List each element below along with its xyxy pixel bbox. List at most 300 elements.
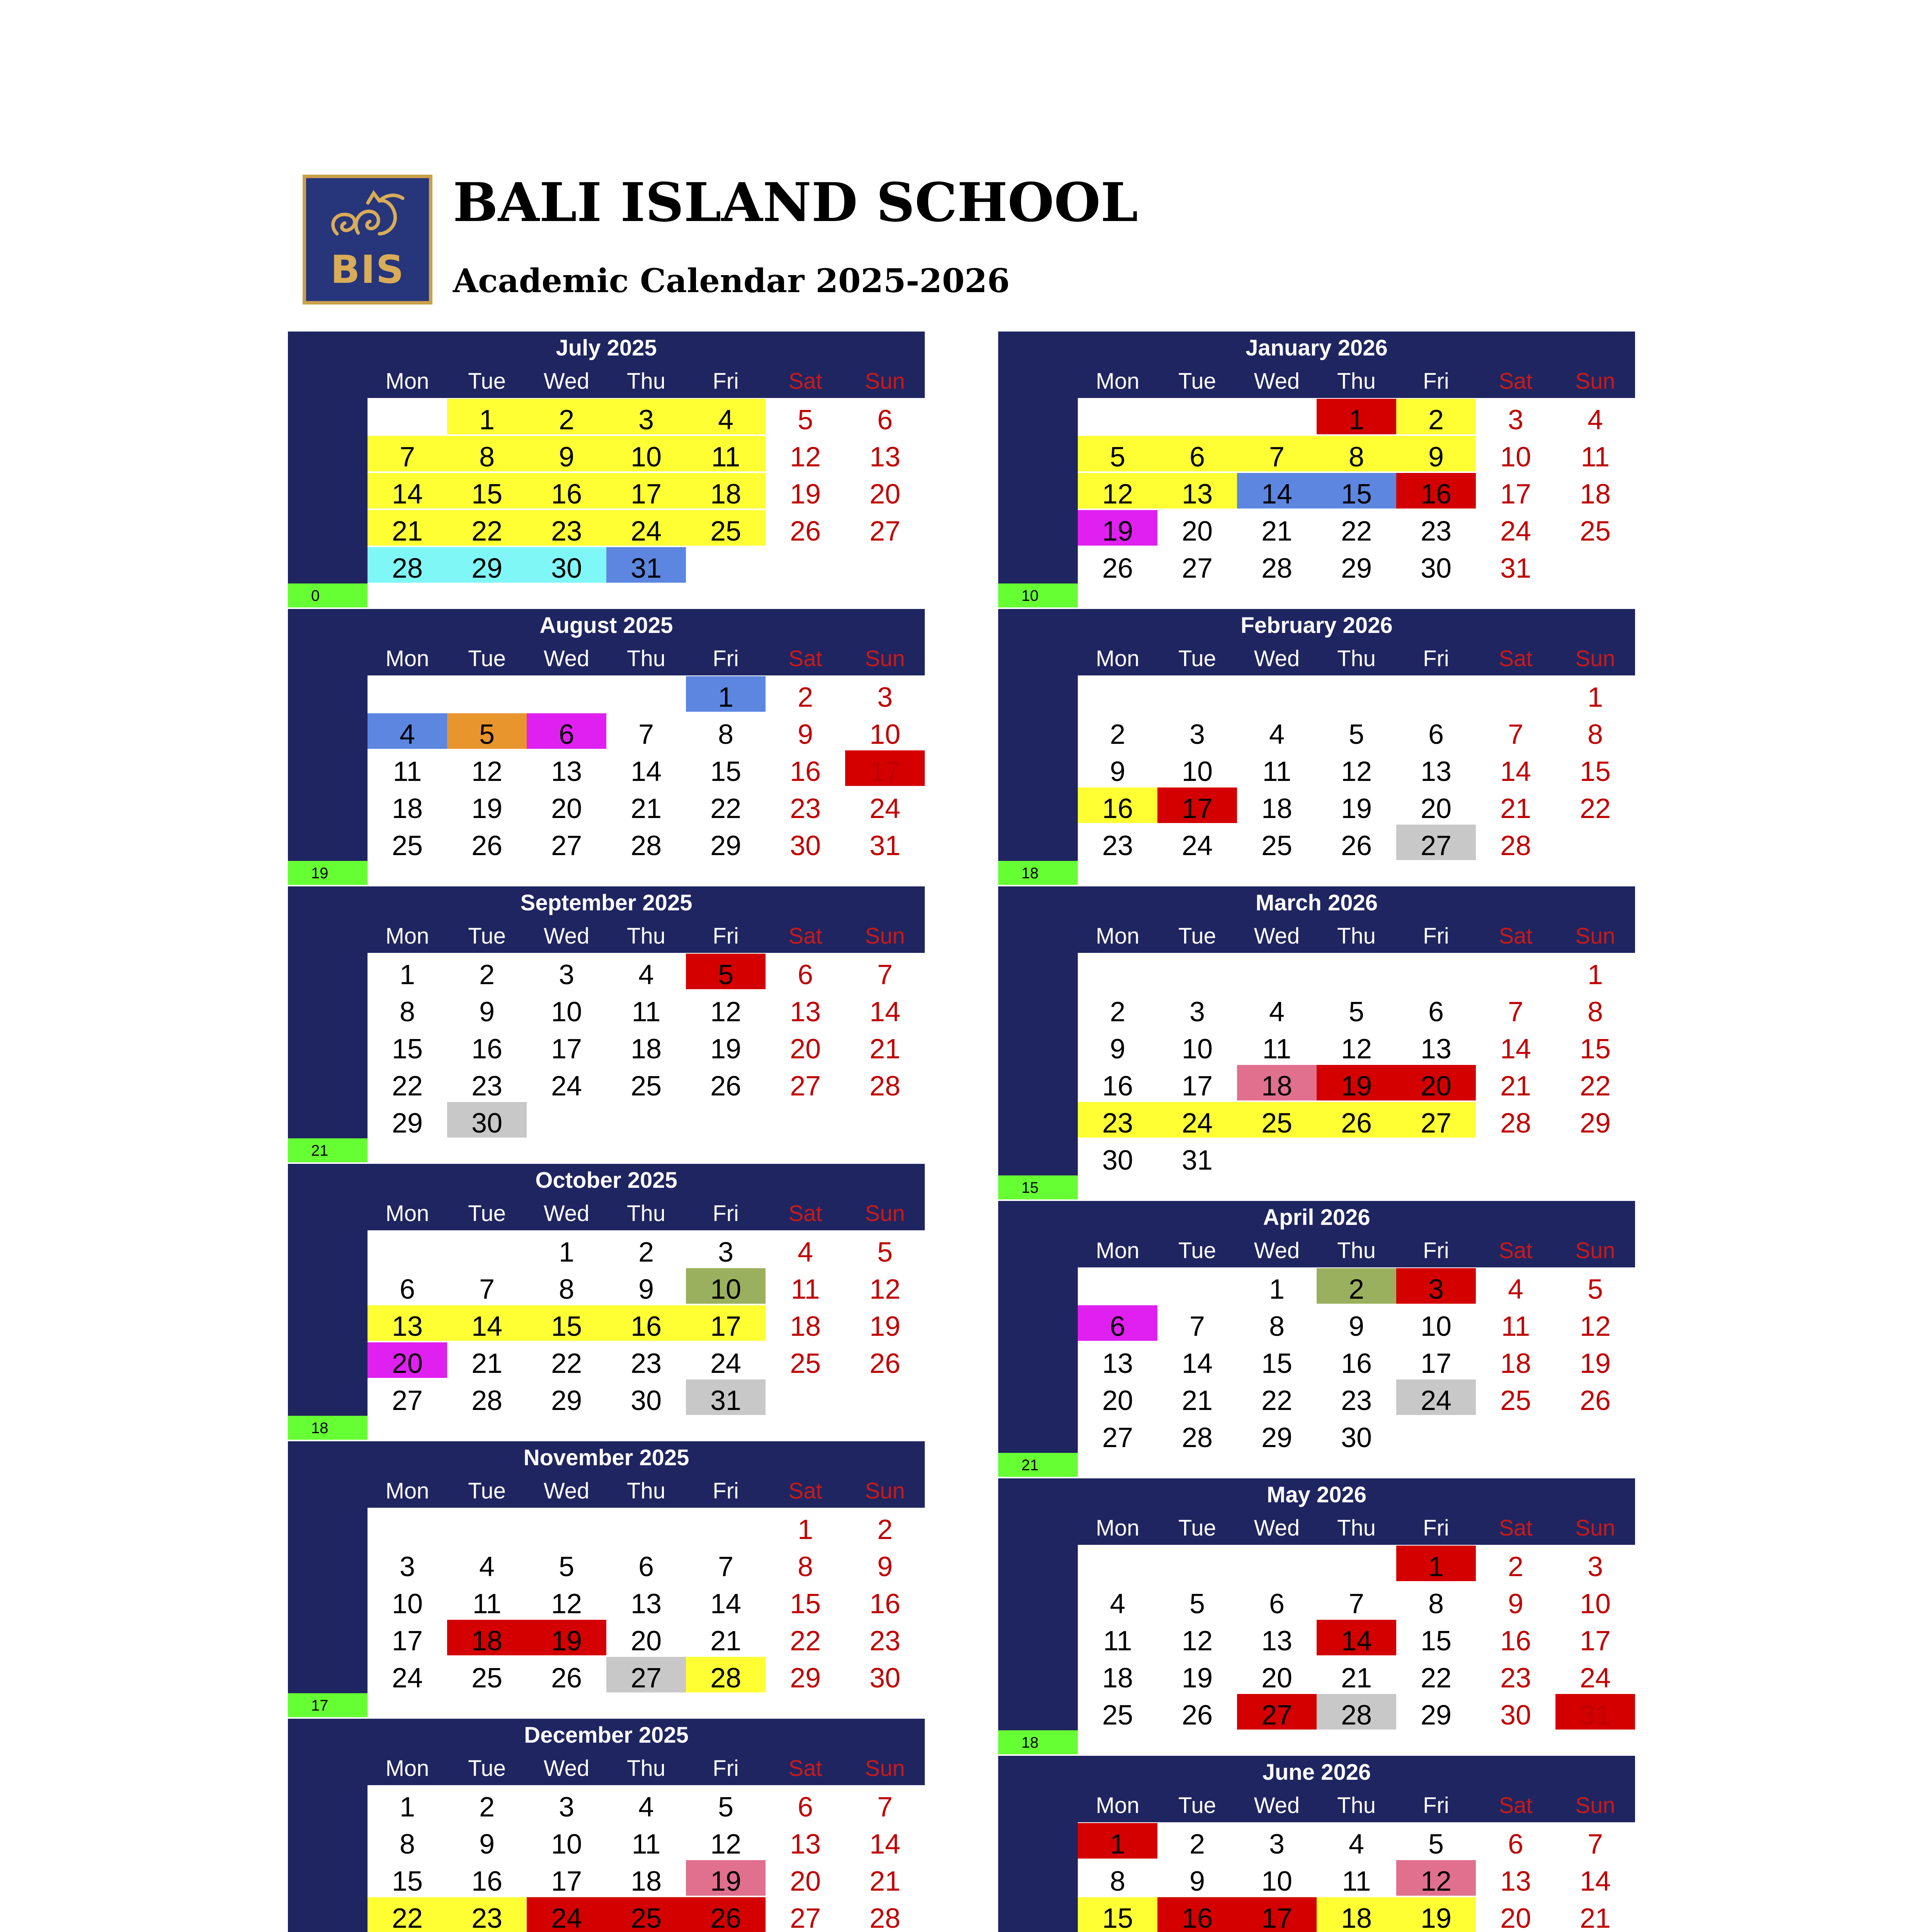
- calendar-day: 14: [1317, 1620, 1396, 1655]
- calendar-day: 20: [1420, 793, 1452, 824]
- weekday-header: Tue: [1178, 923, 1216, 949]
- weekday-header: Thu: [1337, 1515, 1376, 1541]
- calendar-day: 8: [1269, 1311, 1285, 1342]
- calendar-day: 28: [1500, 830, 1531, 861]
- weekday-header: Tue: [1178, 1238, 1216, 1263]
- calendar-day: 27: [790, 1071, 821, 1102]
- month-days-grid: [368, 1230, 925, 1416]
- calendar-day: 10: [606, 436, 686, 471]
- calendar-day: 11: [1581, 442, 1610, 473]
- calendar-day: 1: [797, 1514, 813, 1545]
- calendar-day: 29: [447, 547, 527, 583]
- calendar-day: 31: [1500, 553, 1531, 584]
- calendar-day: 8: [1587, 997, 1603, 1027]
- calendar-day: 2: [527, 399, 606, 434]
- calendar-day: 13: [1261, 1626, 1293, 1656]
- weekday-header: Thu: [627, 1201, 665, 1226]
- calendar-day: 28: [471, 1385, 503, 1416]
- calendar-day: 14: [1237, 473, 1317, 509]
- weekday-header: Wed: [543, 923, 590, 949]
- calendar-day: 20: [1102, 1385, 1133, 1416]
- calendar-day: 22: [790, 1626, 821, 1656]
- calendar-day: 5: [877, 1237, 893, 1268]
- calendar-day: 13: [1102, 1348, 1133, 1379]
- weekday-header: Sun: [1575, 1793, 1615, 1818]
- month-block: [288, 332, 925, 583]
- calendar-day: 17: [686, 1305, 766, 1341]
- calendar-day: 18: [630, 1866, 662, 1897]
- weekday-header: Thu: [1337, 1238, 1376, 1263]
- calendar-day: 16: [1500, 1626, 1531, 1656]
- calendar-day: 10: [391, 1588, 423, 1619]
- calendar-day: 16: [471, 1866, 503, 1897]
- month-block: [998, 1756, 1635, 1932]
- calendar-day: 11: [1262, 756, 1292, 787]
- calendar-day: 26: [1341, 830, 1372, 861]
- calendar-day: 17: [391, 1626, 423, 1656]
- calendar-day: 14: [1181, 1348, 1213, 1379]
- calendar-day: 6: [1428, 719, 1444, 750]
- calendar-day: 9: [638, 1274, 654, 1305]
- calendar-day: 1: [1269, 1274, 1285, 1305]
- calendar-day: 15: [1420, 1626, 1452, 1656]
- calendar-day: 11: [631, 997, 661, 1027]
- calendar-day: 9: [1396, 436, 1476, 471]
- calendar-day: 29: [391, 1108, 423, 1139]
- calendar-day: 28: [686, 1657, 766, 1692]
- calendar-day: 11: [393, 756, 422, 787]
- calendar-day: 13: [1500, 1866, 1531, 1897]
- calendar-day: 22: [1579, 1071, 1611, 1102]
- calendar-day: 25: [1237, 1102, 1317, 1138]
- calendar-day: 9: [877, 1551, 893, 1582]
- calendar-day: 19: [1317, 1065, 1396, 1100]
- weekday-header: Sun: [1575, 646, 1615, 671]
- calendar-day: 5: [558, 1551, 575, 1582]
- calendar-day: 5: [797, 405, 813, 435]
- weekday-header: Sun: [1575, 1238, 1615, 1263]
- monthly-student-days: 19: [288, 861, 368, 885]
- calendar-day: 25: [1579, 516, 1611, 547]
- calendar-day: 11: [1103, 1626, 1132, 1656]
- calendar-day: 29: [1341, 553, 1372, 584]
- calendar-day: 17: [1420, 1348, 1452, 1379]
- calendar-day: 30: [527, 547, 606, 583]
- weekday-header: Mon: [1096, 923, 1140, 949]
- weekday-header: Mon: [1096, 1515, 1140, 1541]
- weekday-header: Thu: [1337, 369, 1376, 394]
- calendar-day: 13: [790, 997, 821, 1027]
- calendar-day: 3: [877, 682, 893, 713]
- calendar-day: 21: [869, 1034, 901, 1065]
- weekday-header: Thu: [627, 1756, 665, 1781]
- calendar-day: 6: [1157, 436, 1237, 471]
- calendar-day: 28: [1261, 553, 1293, 584]
- calendar-day: 27: [1102, 1422, 1133, 1453]
- calendar-day: 28: [1181, 1422, 1213, 1453]
- weekday-header: Mon: [1096, 646, 1140, 671]
- calendar-day: 21: [1579, 1903, 1611, 1932]
- calendar-day: 1: [1078, 1823, 1157, 1859]
- calendar-day: 24: [551, 1071, 582, 1102]
- weekday-header: Thu: [1337, 646, 1376, 671]
- calendar-day: 1: [1587, 682, 1603, 713]
- calendar-day: 12: [471, 756, 503, 787]
- calendar-day: 17: [606, 473, 686, 509]
- calendar-day: 8: [399, 1829, 415, 1860]
- calendar-day: 20: [368, 1342, 447, 1378]
- month-days-grid: [368, 675, 925, 861]
- weekday-header: Thu: [1337, 923, 1376, 949]
- calendar-day: 23: [1078, 1102, 1157, 1138]
- calendar-day: 18: [686, 473, 766, 509]
- calendar-day: 20: [869, 479, 901, 510]
- calendar-day: 4: [368, 713, 447, 749]
- calendar-day: 23: [527, 510, 606, 546]
- calendar-day: 6: [797, 959, 813, 990]
- weekday-header: Thu: [627, 369, 665, 394]
- calendar-day: 6: [638, 1551, 654, 1582]
- calendar-day: 26: [551, 1663, 582, 1694]
- weekday-header: Sat: [1499, 923, 1533, 949]
- weekday-header: Wed: [1254, 1793, 1300, 1818]
- calendar-day: 2: [797, 682, 813, 713]
- monthly-student-days: 15: [998, 1175, 1078, 1199]
- calendar-day: 1: [1587, 959, 1603, 990]
- weekday-header: Fri: [1423, 1793, 1449, 1818]
- calendar-day: 3: [1189, 997, 1205, 1027]
- weekday-header: Fri: [1423, 923, 1449, 949]
- calendar-day: 15: [710, 756, 742, 787]
- calendar-day: 19: [527, 1620, 606, 1655]
- calendar-day: 10: [1181, 1034, 1213, 1065]
- calendar-day: 27: [1396, 1102, 1476, 1138]
- weekday-header: Fri: [713, 1201, 739, 1226]
- calendar-day: 5: [447, 713, 527, 749]
- calendar-day: 8: [718, 719, 734, 750]
- calendar-day: 19: [790, 479, 821, 510]
- month-title: September 2025: [520, 890, 693, 915]
- weekday-header: Mon: [385, 369, 429, 394]
- calendar-day: 19: [1579, 1348, 1611, 1379]
- calendar-day: 18: [391, 793, 423, 824]
- calendar-day: 29: [551, 1385, 582, 1416]
- calendar-day: 7: [638, 719, 654, 750]
- calendar-day: 15: [1317, 473, 1396, 509]
- calendar-day: 8: [447, 436, 527, 471]
- weekday-header: Tue: [468, 1756, 506, 1781]
- weekday-header: Sun: [865, 923, 905, 949]
- calendar-day: 19: [686, 1860, 766, 1896]
- calendar-day: 9: [527, 436, 606, 471]
- month-days-grid: [1078, 1267, 1635, 1453]
- calendar-day: 15: [391, 1866, 423, 1897]
- month-title: July 2025: [556, 335, 657, 361]
- calendar-day: 9: [479, 1829, 495, 1860]
- calendar-day: 20: [790, 1866, 821, 1897]
- calendar-day: 8: [1587, 719, 1603, 750]
- calendar-day: 16: [1341, 1348, 1372, 1379]
- weekday-header: Mon: [1096, 1793, 1140, 1818]
- calendar-day: 7: [1508, 997, 1524, 1027]
- calendar-day: 24: [1500, 516, 1531, 547]
- calendar-day: 27: [551, 830, 582, 861]
- calendar-day: 8: [1317, 436, 1396, 471]
- calendar-day: 25: [391, 830, 423, 861]
- calendar-day: 21: [869, 1866, 901, 1897]
- weekday-header: Sun: [865, 1756, 905, 1781]
- calendar-day: 26: [1579, 1385, 1611, 1416]
- calendar-day: 4: [638, 1792, 654, 1823]
- calendar-day: 9: [1109, 756, 1126, 787]
- calendar-day: 3: [1269, 1829, 1285, 1860]
- school-name: BALI ISLAND SCHOOL: [453, 171, 1138, 234]
- calendar-day: 6: [877, 405, 893, 435]
- monthly-student-days: 17: [288, 1693, 368, 1717]
- weekday-header: Sun: [1575, 923, 1615, 949]
- calendar-day: 19: [869, 1311, 901, 1342]
- school-logo: [303, 175, 432, 304]
- weekday-header: Wed: [1254, 1238, 1300, 1263]
- calendar-day: 7: [718, 1551, 734, 1582]
- calendar-day: 2: [479, 959, 495, 990]
- calendar-day: 12: [1396, 1860, 1476, 1896]
- weekday-header: Mon: [385, 923, 429, 949]
- calendar-day: 7: [1587, 1829, 1603, 1860]
- calendar-day: 7: [1348, 1588, 1365, 1619]
- calendar-day: 23: [447, 1897, 527, 1932]
- weekday-header: Sat: [788, 369, 822, 394]
- month-block: [288, 1441, 925, 1693]
- calendar-day: 23: [471, 1071, 503, 1102]
- calendar-day: 1: [1396, 1546, 1476, 1581]
- calendar-day: 29: [1261, 1422, 1293, 1453]
- monthly-student-days: 18: [998, 1730, 1078, 1754]
- month-days-grid: [368, 398, 925, 583]
- weekday-header: Tue: [1178, 1793, 1216, 1818]
- weekday-header: Fri: [713, 1756, 739, 1781]
- calendar-day: 30: [630, 1385, 662, 1416]
- calendar-day: 20: [551, 793, 582, 824]
- calendar-day: 10: [551, 997, 582, 1027]
- calendar-day: 24: [527, 1897, 606, 1932]
- calendar-day: 28: [869, 1903, 901, 1932]
- calendar-day: 4: [479, 1551, 495, 1582]
- calendar-day: 31: [1181, 1145, 1213, 1176]
- calendar-day: 7: [368, 436, 447, 471]
- calendar-day: 14: [869, 997, 901, 1027]
- weekday-header: Sat: [788, 646, 822, 671]
- month-block: [288, 1164, 925, 1416]
- calendar-day: 4: [1109, 1588, 1126, 1619]
- month-block: [998, 1201, 1635, 1453]
- month-title: February 2026: [1240, 613, 1393, 638]
- weekday-header: Wed: [1254, 923, 1300, 949]
- calendar-day: 7: [1237, 436, 1317, 471]
- calendar-day: 21: [471, 1348, 503, 1379]
- weekday-header: Sat: [1499, 369, 1533, 394]
- calendar-day: 22: [368, 1897, 447, 1932]
- calendar-day: 25: [471, 1663, 503, 1694]
- calendar-day: 19: [1341, 793, 1372, 824]
- calendar-day: 4: [1587, 405, 1603, 435]
- calendar-day: 3: [606, 399, 686, 434]
- calendar-day: 25: [606, 1897, 686, 1932]
- calendar-day: 13: [368, 1305, 447, 1341]
- calendar-day: 6: [1428, 997, 1444, 1027]
- weekday-header: Sat: [788, 923, 822, 949]
- calendar-day: 4: [1269, 719, 1285, 750]
- calendar-day: 30: [1341, 1422, 1372, 1453]
- calendar-day: 15: [790, 1588, 821, 1619]
- calendar-day: 23: [1500, 1663, 1531, 1694]
- logo-text: BIS: [330, 247, 405, 292]
- calendar-day: 14: [710, 1588, 742, 1619]
- weekday-header: Sun: [1575, 1515, 1615, 1541]
- calendar-day: 15: [391, 1034, 423, 1065]
- calendar-day: 14: [630, 756, 662, 787]
- weekday-header: Tue: [468, 369, 506, 394]
- calendar-day: 8: [797, 1551, 813, 1582]
- calendar-day: 18: [1317, 1897, 1396, 1932]
- calendar-day: 8: [1428, 1588, 1444, 1619]
- month-title: November 2025: [523, 1445, 689, 1470]
- calendar-day: 17: [1579, 1626, 1611, 1656]
- calendar-day: 7: [1189, 1311, 1205, 1342]
- calendar-day: 22: [1261, 1385, 1293, 1416]
- calendar-day: 10: [869, 719, 901, 750]
- calendar-day: 9: [479, 997, 495, 1027]
- calendar-day: 14: [869, 1829, 901, 1860]
- calendar-day: 5: [718, 1792, 734, 1823]
- calendar-day: 21: [1341, 1663, 1372, 1694]
- calendar-day: 20: [630, 1626, 662, 1656]
- weekday-header: Fri: [713, 923, 739, 949]
- calendar-day: 2: [1109, 719, 1126, 750]
- calendar-day: 1: [686, 676, 766, 712]
- calendar-day: 12: [869, 1274, 901, 1305]
- weekday-header: Tue: [468, 1201, 506, 1226]
- weekday-header: Thu: [627, 1478, 665, 1503]
- weekday-header: Fri: [1423, 1515, 1449, 1541]
- weekday-header: Sat: [788, 1201, 822, 1226]
- month-days-grid: [1078, 1822, 1635, 1932]
- calendar-day: 12: [1341, 1034, 1372, 1065]
- calendar-day: 1: [399, 959, 415, 990]
- calendar-day: 10: [1261, 1866, 1293, 1897]
- weekday-header: Sat: [788, 1478, 822, 1503]
- calendar-day: 10: [686, 1268, 766, 1304]
- calendar-day: 29: [1420, 1700, 1452, 1731]
- calendar-day: 11: [791, 1274, 820, 1305]
- calendar-day: 13: [790, 1829, 821, 1860]
- weekday-header: Mon: [385, 1478, 429, 1503]
- calendar-day: 30: [1420, 553, 1452, 584]
- calendar-day: 6: [1269, 1588, 1285, 1619]
- calendar-day: 22: [710, 793, 742, 824]
- weekday-header: Wed: [1254, 369, 1300, 394]
- calendar-day: 24: [606, 510, 686, 546]
- month-days-grid: [368, 1508, 925, 1693]
- calendar-day: 21: [368, 510, 447, 546]
- weekday-header: Mon: [385, 646, 429, 671]
- calendar-day: 20: [1181, 516, 1213, 547]
- calendar-day: 19: [710, 1034, 742, 1065]
- weekday-header: Mon: [1096, 369, 1140, 394]
- month-block: [998, 1478, 1635, 1730]
- calendar-day: 2: [1317, 1268, 1396, 1304]
- calendar-day: 10: [1579, 1588, 1611, 1619]
- calendar-day: 24: [391, 1663, 423, 1694]
- calendar-day: 20: [1261, 1663, 1293, 1694]
- calendar-day: 27: [869, 516, 901, 547]
- calendar-day: 15: [1579, 756, 1611, 787]
- weekday-header: Sun: [1575, 369, 1615, 394]
- month-block: [998, 332, 1635, 583]
- calendar-day: 26: [1102, 553, 1133, 584]
- weekday-header: Tue: [1178, 1515, 1216, 1541]
- calendar-day: 2: [479, 1792, 495, 1823]
- calendar-day: 23: [1420, 516, 1452, 547]
- weekday-header: Fri: [713, 1478, 739, 1503]
- calendar-day: 4: [638, 959, 654, 990]
- month-block: [288, 609, 925, 861]
- weekday-header: Sun: [865, 646, 905, 671]
- calendar-day: 26: [1317, 1102, 1396, 1138]
- calendar-day: 12: [1078, 473, 1157, 509]
- calendar-day: 25: [686, 510, 766, 546]
- calendar-day: 29: [790, 1663, 821, 1694]
- calendar-day: 16: [606, 1305, 686, 1341]
- weekday-header: Tue: [468, 1478, 506, 1503]
- weekday-header: Sun: [865, 1201, 905, 1226]
- calendar-day: 17: [845, 750, 925, 786]
- calendar-day: 13: [1157, 473, 1237, 509]
- calendar-day: 24: [1396, 1379, 1476, 1415]
- calendar-day: 23: [1102, 830, 1133, 861]
- weekday-header: Fri: [1423, 369, 1449, 394]
- calendar-day: 5: [1078, 436, 1157, 471]
- calendar-day: 8: [399, 997, 415, 1027]
- calendar-day: 27: [790, 1903, 821, 1932]
- calendar-day: 25: [1500, 1385, 1531, 1416]
- calendar-day: 3: [558, 1792, 575, 1823]
- calendar-day: 18: [630, 1034, 662, 1065]
- calendar-day: 11: [686, 436, 766, 471]
- calendar-day: 11: [631, 1829, 661, 1860]
- month-block: [998, 609, 1635, 861]
- calendar-day: 22: [1341, 516, 1372, 547]
- weekday-header: Fri: [1423, 1238, 1449, 1263]
- calendar-day: 18: [1500, 1348, 1531, 1379]
- calendar-day: 8: [1109, 1866, 1126, 1897]
- calendar-day: 17: [551, 1034, 582, 1065]
- calendar-day: 14: [1500, 756, 1531, 787]
- calendar-day: 22: [391, 1071, 423, 1102]
- weekday-header: Mon: [385, 1756, 429, 1781]
- month-block: [998, 886, 1635, 1175]
- calendar-day: 10: [1500, 442, 1531, 473]
- calendar-day: 4: [1269, 997, 1285, 1027]
- monthly-student-days: 18: [288, 1416, 368, 1440]
- calendar-day: 5: [1428, 1829, 1444, 1860]
- calendar-day: 11: [472, 1588, 502, 1619]
- month-days-grid: [1078, 1545, 1635, 1730]
- calendar-day: 20: [1396, 1065, 1476, 1100]
- calendar-day: 19: [1078, 510, 1157, 546]
- calendar-day: 9: [1508, 1588, 1524, 1619]
- weekday-header: Wed: [543, 1756, 590, 1781]
